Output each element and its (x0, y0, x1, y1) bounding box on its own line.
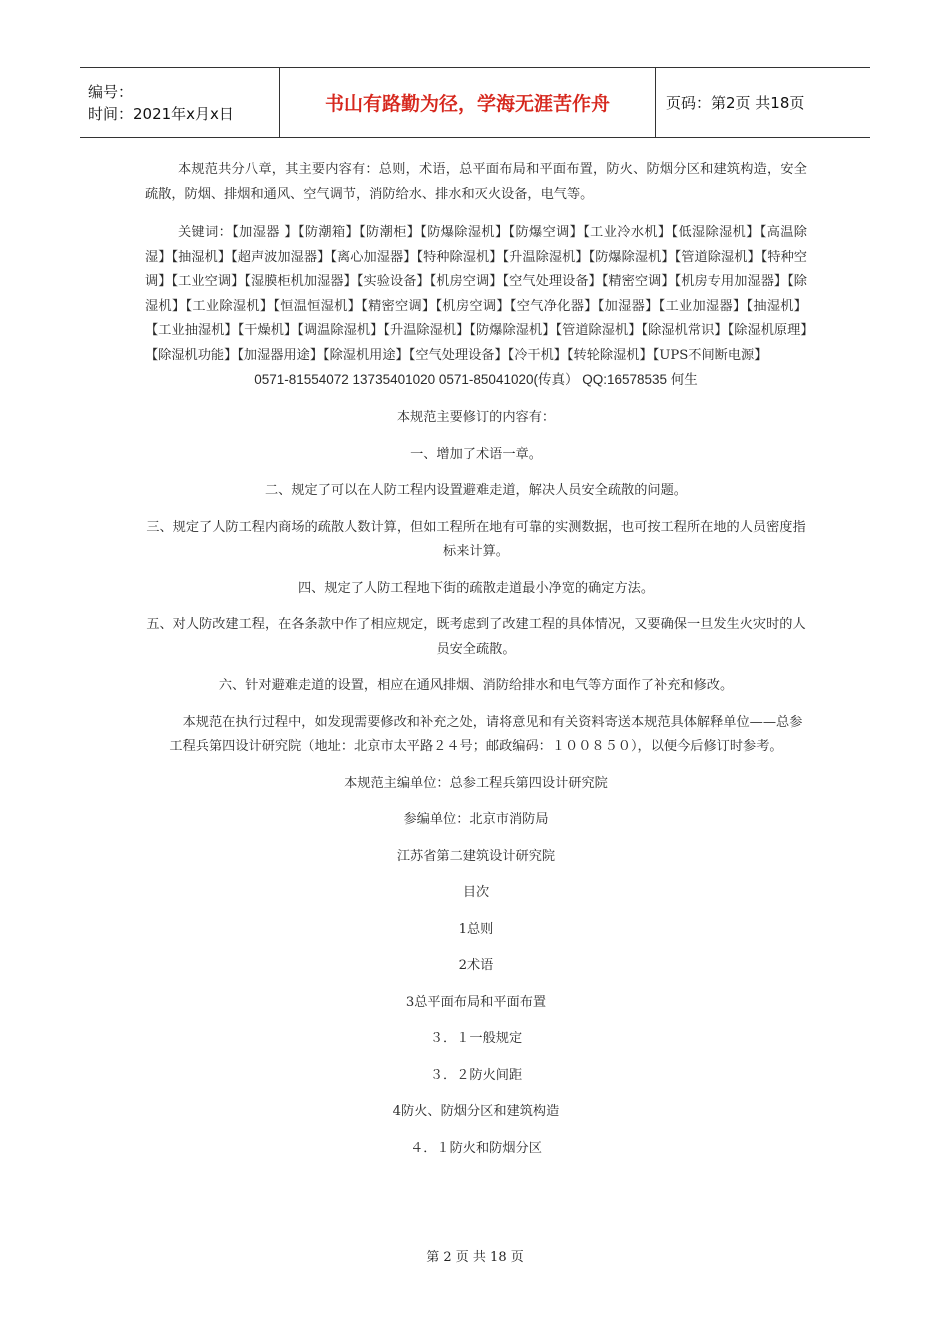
co-editor-2: 江苏省第二建筑设计研究院 (396, 848, 556, 864)
contact-line: 0571-81554072 13735401020 0571-85041020(传真） QQ:16578535 何生 (254, 372, 698, 387)
page-info-text: 页码：第2页 共18页 (666, 94, 805, 112)
document-header (80, 67, 870, 138)
keywords-paragraph: 关键词：【加湿器 】【防潮箱】【防潮柜】【防爆除湿机】【防爆空调】【工业冷水机】【低湿除湿机】【高温除湿】【抽湿机】【超声波加湿器】【离心加湿器】【特种除湿机】【升温除湿机】【防爆除湿机】【管道除湿机】【特种空调】【工业空调】【湿膜柜机加湿器】【实验设备】【机房空调】【空气处理设备】【精密空调】【机房专用加湿器】【除湿机】【工业除湿机】【恒温恒湿机】【精密空调】【机房空调】【空气净化器】【加湿器】【工业加湿器】【抽湿机】【工业抽湿机】【干燥机】【调温除湿机】【升温除湿机】【防爆除湿机】【管道除湿机】【除湿机常识】【除湿机原理】【除湿机功能】【加湿器用途】【除湿机用途】【空气处理设备】【冷干机】【转轮除湿机】【UPS不间断电源】 (145, 225, 807, 363)
toc-item: 4防火、防烟分区和建筑构造 (392, 1104, 560, 1119)
revision-item-1: 一、增加了术语一章。 (410, 446, 542, 462)
header-page-info (656, 68, 870, 137)
chief-editor: 本规范主编单位：总参工程兵第四设计研究院 (344, 775, 608, 791)
page-footer: 第 2 页 共 18 页 (426, 1250, 524, 1265)
revision-item-5: 五、对人防改建工程，在各条款中作了相应规定，既考虑到了改建工程的具体情况，又要确保一旦发生火灾时的人员安全疏散。 (146, 617, 806, 657)
revision-item-4: 四、规定了人防工程地下街的疏散走道最小净宽的确定方法。 (297, 580, 655, 596)
intro-paragraph: 本规范共分八章，其主要内容有：总则，术语，总平面布局和平面布置，防火、防烟分区和建筑构造，安全疏散，防烟、排烟和通风、空气调节，消防给水、排水和灭火设备，电气等。 (145, 162, 807, 202)
feedback-paragraph: 本规范在执行过程中，如发现需要修改和补充之处，请将意见和有关资料寄送本规范具体解释单位——总参工程兵第四设计研究院（地址：北京市太平路２４号；邮政编码：１００８５０），以便今后修订时参考。 (169, 714, 803, 754)
toc-title: 目次 (462, 885, 490, 900)
co-editor: 参编单位：北京市消防局 (403, 812, 549, 827)
toc-item: 1总则 (458, 921, 494, 937)
revision-item-3: 三、规定了人防工程内商场的疏散人数计算，但如工程所在地有可靠的实测数据，也可按工程所在地的人员密度指标来计算。 (146, 519, 806, 559)
revision-item-6: 六、针对避难走道的设置，相应在通风排烟、消防给排水和电气等方面作了补充和修改。 (218, 678, 734, 693)
time-label: 时间：2021年x月x日 (88, 104, 234, 123)
toc-item: ３．２防火间距 (429, 1067, 523, 1083)
revision-title: 本规范主要修订的内容有： (396, 410, 556, 425)
document-body (145, 158, 807, 1161)
toc-item: 2术语 (458, 958, 494, 973)
number-label: 编号： (88, 82, 134, 101)
toc-item: ３．１一般规定 (429, 1031, 523, 1046)
toc-item: 3总平面布局和平面布置 (405, 994, 547, 1010)
motto-text: 书山有路勤为径，学海无涯苦作舟 (324, 93, 610, 115)
header-meta (80, 68, 280, 137)
header-motto (280, 68, 656, 137)
toc-item: ４．１防火和防烟分区 (410, 1140, 542, 1156)
revision-item-2: 二、规定了可以在人防工程内设置避难走道，解决人员安全疏散的问题。 (265, 483, 687, 498)
